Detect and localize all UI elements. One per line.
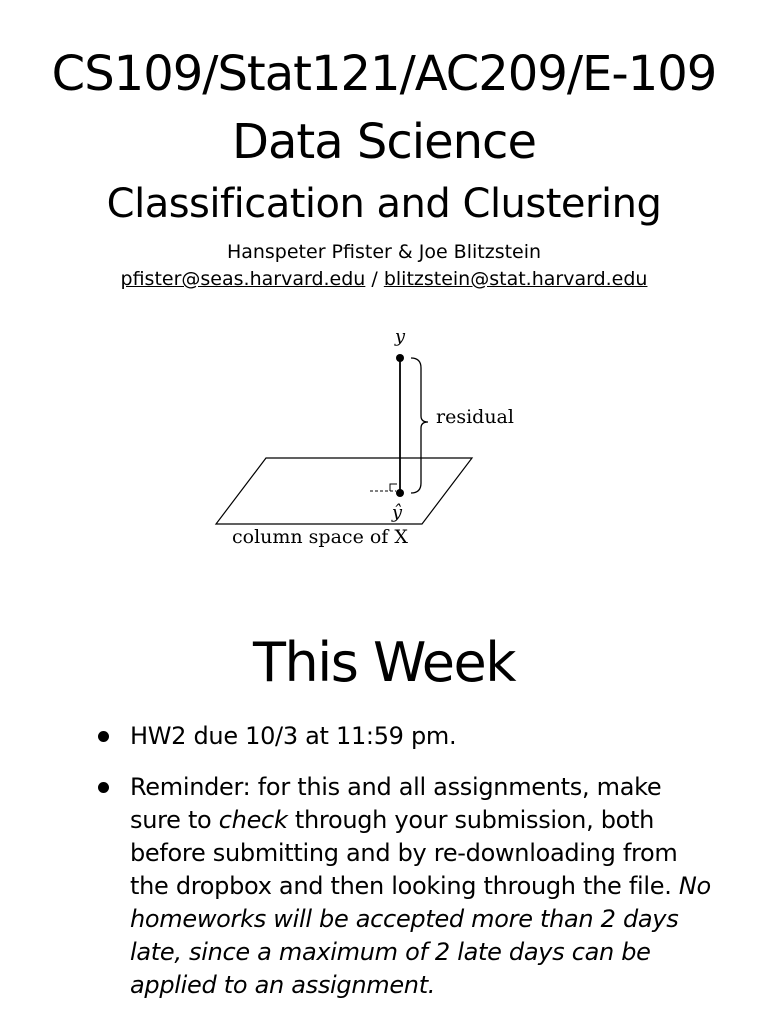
label-y: y bbox=[394, 326, 406, 347]
subject-title: Data Science bbox=[232, 114, 536, 170]
lecture-title: Classification and Clustering bbox=[106, 181, 662, 227]
label-yhat: ŷ bbox=[391, 502, 403, 523]
bullet-item bbox=[98, 771, 718, 1002]
projection-diagram bbox=[200, 318, 530, 558]
bullet-dot-icon bbox=[98, 782, 109, 793]
author-emails bbox=[0, 267, 768, 291]
this-week-bullets bbox=[98, 720, 718, 1002]
bullet-hw2-text: HW2 due 10/3 at 11:59 pm. bbox=[130, 722, 457, 750]
this-week-title: This Week bbox=[253, 631, 515, 694]
column-space-plane bbox=[216, 458, 472, 524]
email-pfister-link[interactable]: pfister@seas.harvard.edu bbox=[120, 268, 366, 290]
bullet-late-policy: No homeworks will be accepted more than 2 days late, since a maximum of 2 late days can be applied to an assignment. bbox=[130, 872, 711, 999]
bullet-reminder-emphasis: check bbox=[218, 806, 288, 834]
course-codes: CS109/Stat121/AC209/E-109 bbox=[51, 46, 717, 102]
bullet-reminder-text: Reminder: for this and all assignments, make sure to bbox=[130, 773, 669, 834]
authors: Hanspeter Pfister & Joe Blitzstein bbox=[226, 241, 542, 263]
bullet-dot-icon bbox=[98, 731, 109, 742]
yhat-point bbox=[396, 489, 404, 497]
email-blitzstein-link[interactable]: blitzstein@stat.harvard.edu bbox=[383, 268, 648, 290]
residual-brace bbox=[411, 358, 428, 493]
y-point bbox=[396, 354, 404, 362]
label-column-space: column space of X bbox=[232, 526, 408, 548]
label-residual: residual bbox=[436, 406, 514, 428]
bullet-reminder-text-cont: through your submission, both before submitting and by re-downloading from the dropbox and then looking through the file. bbox=[130, 806, 685, 900]
bullet-item bbox=[98, 720, 718, 753]
right-angle-mark bbox=[390, 484, 397, 491]
email-separator: / bbox=[365, 268, 384, 290]
